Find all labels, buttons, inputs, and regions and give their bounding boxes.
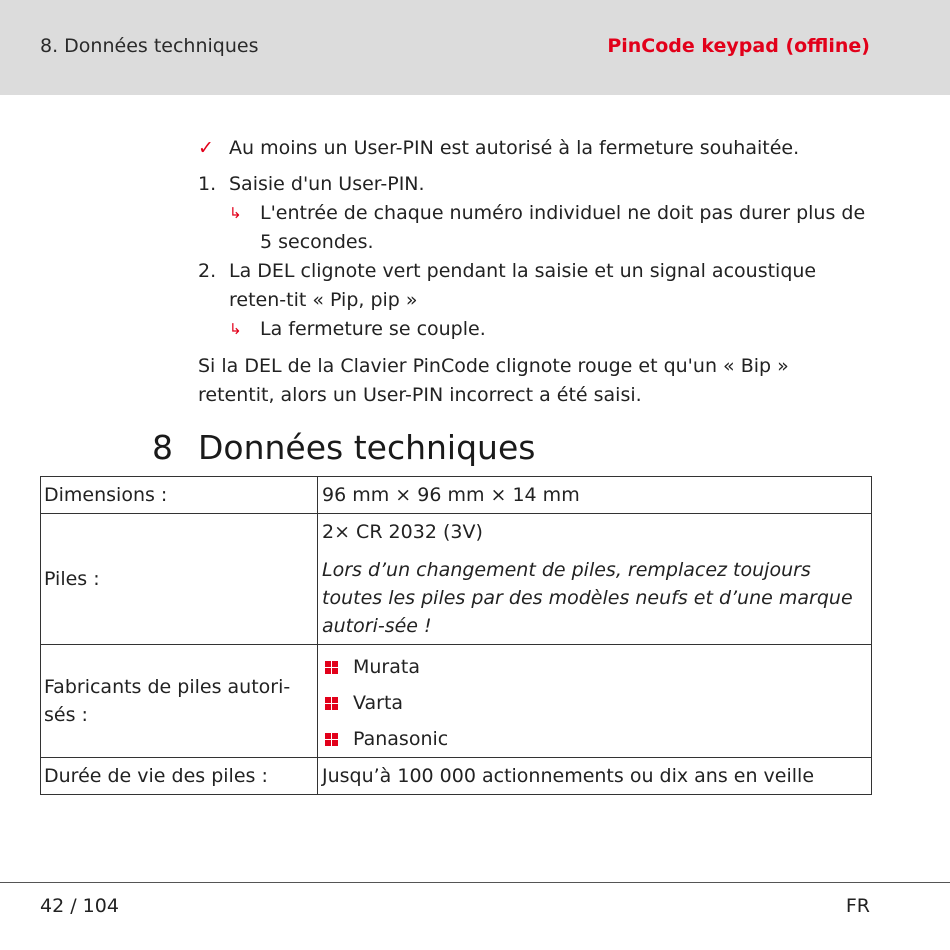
result-text: L'entrée de chaque numéro individuel ne doit pas durer plus de 5 secondes.: [260, 202, 866, 253]
lifetime-value: Jusqu’à 100 000 actionnements ou dix ans en veille: [318, 758, 872, 795]
manufacturer-name: Panasonic: [353, 728, 449, 750]
manufacturers-label: Fabricants de piles autori-sés :: [41, 645, 318, 758]
table-row: [41, 758, 872, 795]
language-code: FR: [845, 895, 870, 917]
footer-divider: [0, 882, 950, 883]
dimensions-label: Dimensions :: [41, 477, 318, 514]
batteries-cell: [318, 514, 872, 645]
checkmark-icon: ✓: [198, 137, 214, 159]
list-item: [322, 689, 867, 717]
step-number: 1.: [198, 173, 217, 195]
step-number: 2.: [198, 260, 217, 282]
manufacturers-cell: [318, 645, 872, 758]
step-text: Saisie d'un User-PIN.: [229, 173, 425, 195]
manufacturer-name: Murata: [353, 656, 420, 678]
table-row: [41, 645, 872, 758]
table-row: [41, 477, 872, 514]
step-1-result: [229, 199, 870, 257]
precondition: [198, 134, 870, 163]
bullet-squares-icon: [325, 661, 338, 674]
bullet-squares-icon: [325, 733, 338, 746]
step-2-result: [229, 315, 870, 344]
page-header: [0, 0, 950, 95]
batteries-label: Piles :: [41, 514, 318, 645]
product-name: PinCode keypad (offline): [607, 35, 870, 57]
list-item: [322, 653, 867, 681]
manufacturer-name: Varta: [353, 692, 404, 714]
chapter-title: 8. Données techniques: [40, 35, 259, 57]
list-item: [322, 725, 867, 753]
section-heading: [152, 428, 535, 467]
result-text: La fermeture se couple.: [260, 318, 486, 340]
step-1: [198, 170, 870, 199]
section-number: 8: [152, 428, 173, 467]
lifetime-label: Durée de vie des piles :: [41, 758, 318, 795]
table-row: [41, 514, 872, 645]
bullet-squares-icon: [325, 697, 338, 710]
error-note: Si la DEL de la Clavier PinCode clignote rouge et qu'un « Bip » retentit, alors un User-PIN incorrect a été saisi.: [198, 355, 789, 406]
precondition-text: Au moins un User-PIN est autorisé à la fermeture souhaitée.: [229, 137, 800, 159]
result-arrow-icon: ↳: [229, 320, 242, 338]
step-text: La DEL clignote vert pendant la saisie et un signal acoustique reten-tit « Pip, pip »: [229, 260, 817, 311]
instructions: [198, 134, 870, 410]
technical-data-table: [40, 476, 872, 795]
batteries-value: 2× CR 2032 (3V): [322, 521, 483, 543]
result-arrow-icon: ↳: [229, 204, 242, 222]
step-2: [198, 257, 870, 315]
section-title: Données techniques: [198, 428, 536, 467]
dimensions-value: 96 mm × 96 mm × 14 mm: [318, 477, 872, 514]
batteries-note: Lors d’un changement de piles, remplacez toujours toutes les piles par des modèles neufs et d’une marque autori-sée !: [322, 559, 853, 637]
page-number: 42 / 104: [40, 895, 119, 917]
